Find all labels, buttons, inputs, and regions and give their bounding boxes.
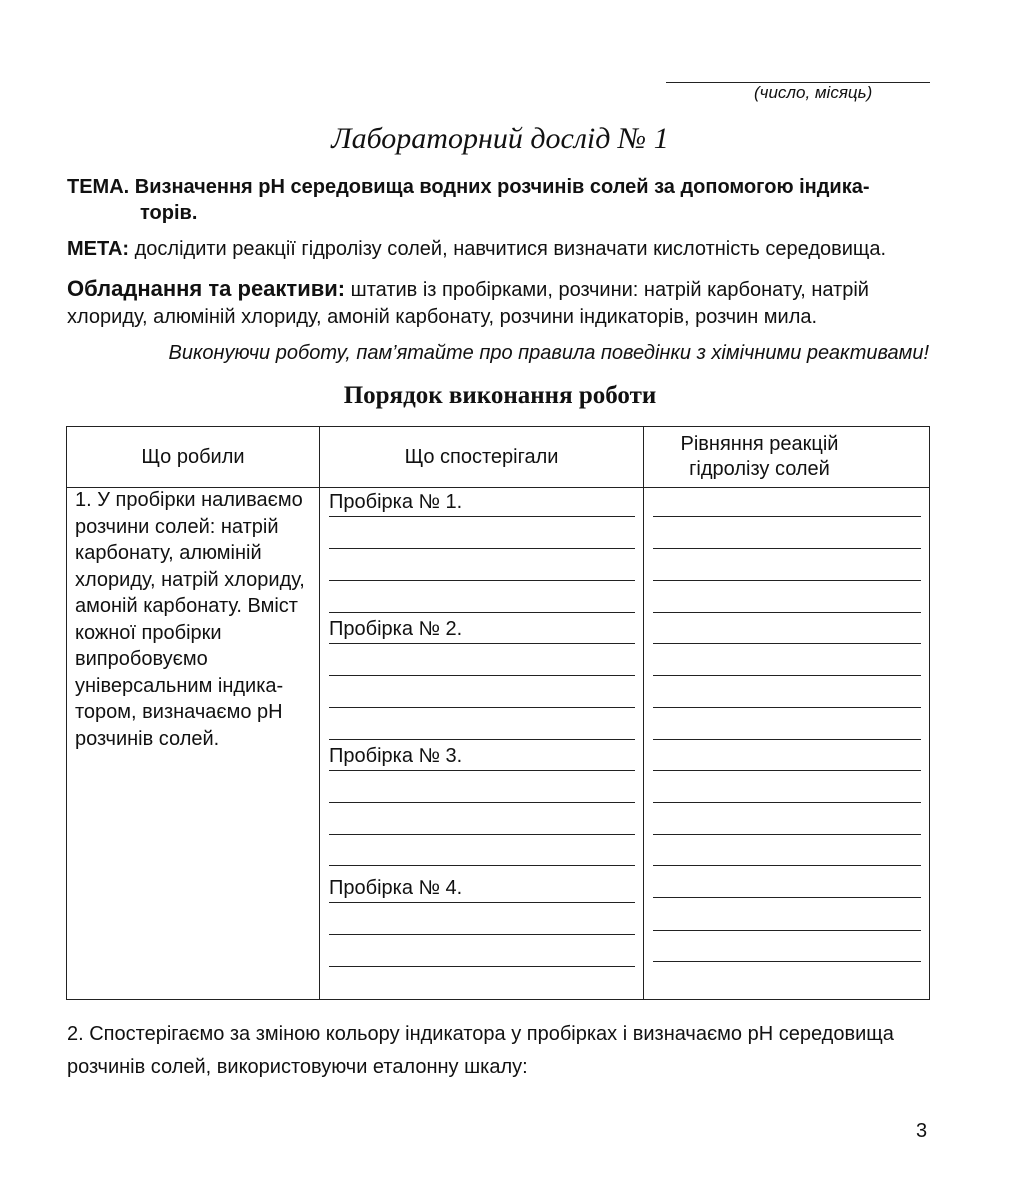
topic [67,174,947,226]
date-caption: (число, місяць) [754,83,873,102]
equation-line[interactable] [653,865,921,866]
observation-line[interactable] [329,612,635,613]
equation-line[interactable] [653,930,921,931]
tube-label: Пробірка № 1. [329,491,463,513]
header-observed: Що спостерігали [404,445,559,468]
observation-line[interactable] [329,516,635,517]
tube-label: Пробірка № 3. [329,745,463,767]
goal-label: МЕТА: [67,238,130,260]
tube-label: Пробірка № 4. [329,877,463,899]
section-title: Порядок виконання роботи [343,382,657,409]
observation-line[interactable] [329,834,635,835]
observation-line[interactable] [329,707,635,708]
observation-line[interactable] [329,966,635,967]
goal-text: дослідити реакції гідролізу солей, навчитися визначати кислотність середовища. [134,238,887,260]
equation-line[interactable] [653,548,921,549]
tube-label: Пробірка № 2. [329,618,463,640]
equation-line[interactable] [653,961,921,962]
header-what-done: Що робили [141,445,245,468]
observation-line[interactable] [329,865,635,866]
equipment [67,275,937,331]
observation-line[interactable] [329,802,635,803]
page-title: Лабораторний дослід № 1 [331,122,669,155]
observation-line[interactable] [329,580,635,581]
equation-line[interactable] [653,707,921,708]
equation-line[interactable] [653,675,921,676]
observation-line[interactable] [329,902,635,903]
equation-line[interactable] [653,770,921,771]
column-divider [643,427,644,999]
step2-text: 2. Спостерігаємо за зміною кольору індикатора у пробірках і визначаємо pH середовища розчинів солей, використовуючи еталонну шкалу: [67,1023,894,1078]
observation-line[interactable] [329,739,635,740]
procedure-table [66,426,930,1000]
observation-line[interactable] [329,675,635,676]
equation-line[interactable] [653,834,921,835]
column-divider [319,427,320,999]
goal [67,236,947,262]
equation-line[interactable] [653,643,921,644]
topic-label: ТЕМА. [67,176,130,198]
header-equations: Рівняння реакцій гідролізу солей [680,433,839,480]
equation-line[interactable] [653,802,921,803]
page-number: 3 [916,1120,928,1142]
equation-line[interactable] [653,739,921,740]
equation-line[interactable] [653,580,921,581]
equation-line[interactable] [653,612,921,613]
topic-line1: Визначення pH середовища водних розчинів солей за допомогою індика- [134,176,870,198]
equation-line[interactable] [653,897,921,898]
equipment-text: штатив із пробірками, розчини: натрій карбонату, натрій хлориду, алюміній хлориду, амоній карбонату, розчини індикаторів, розчин мила. [67,279,869,328]
equation-line[interactable] [653,516,921,517]
safety-warning: Виконуючи роботу, пам’ятайте про правила поведінки з хімічними реактивами! [168,342,929,364]
equipment-label: Обладнання та реактиви: [67,276,346,301]
observation-line[interactable] [329,934,635,935]
topic-line2: торів. [140,202,198,224]
observation-line[interactable] [329,770,635,771]
step1-text: 1. У пробірки наливаємо розчини солей: натрій карбонату, алюміній хлориду, натрій хлориду, амоній карбонату. Вміст кожної пробірки випробовуємо універсальним індикатором, визначаємо pH розчинів солей. [75,489,305,750]
observation-line[interactable] [329,548,635,549]
observation-line[interactable] [329,643,635,644]
